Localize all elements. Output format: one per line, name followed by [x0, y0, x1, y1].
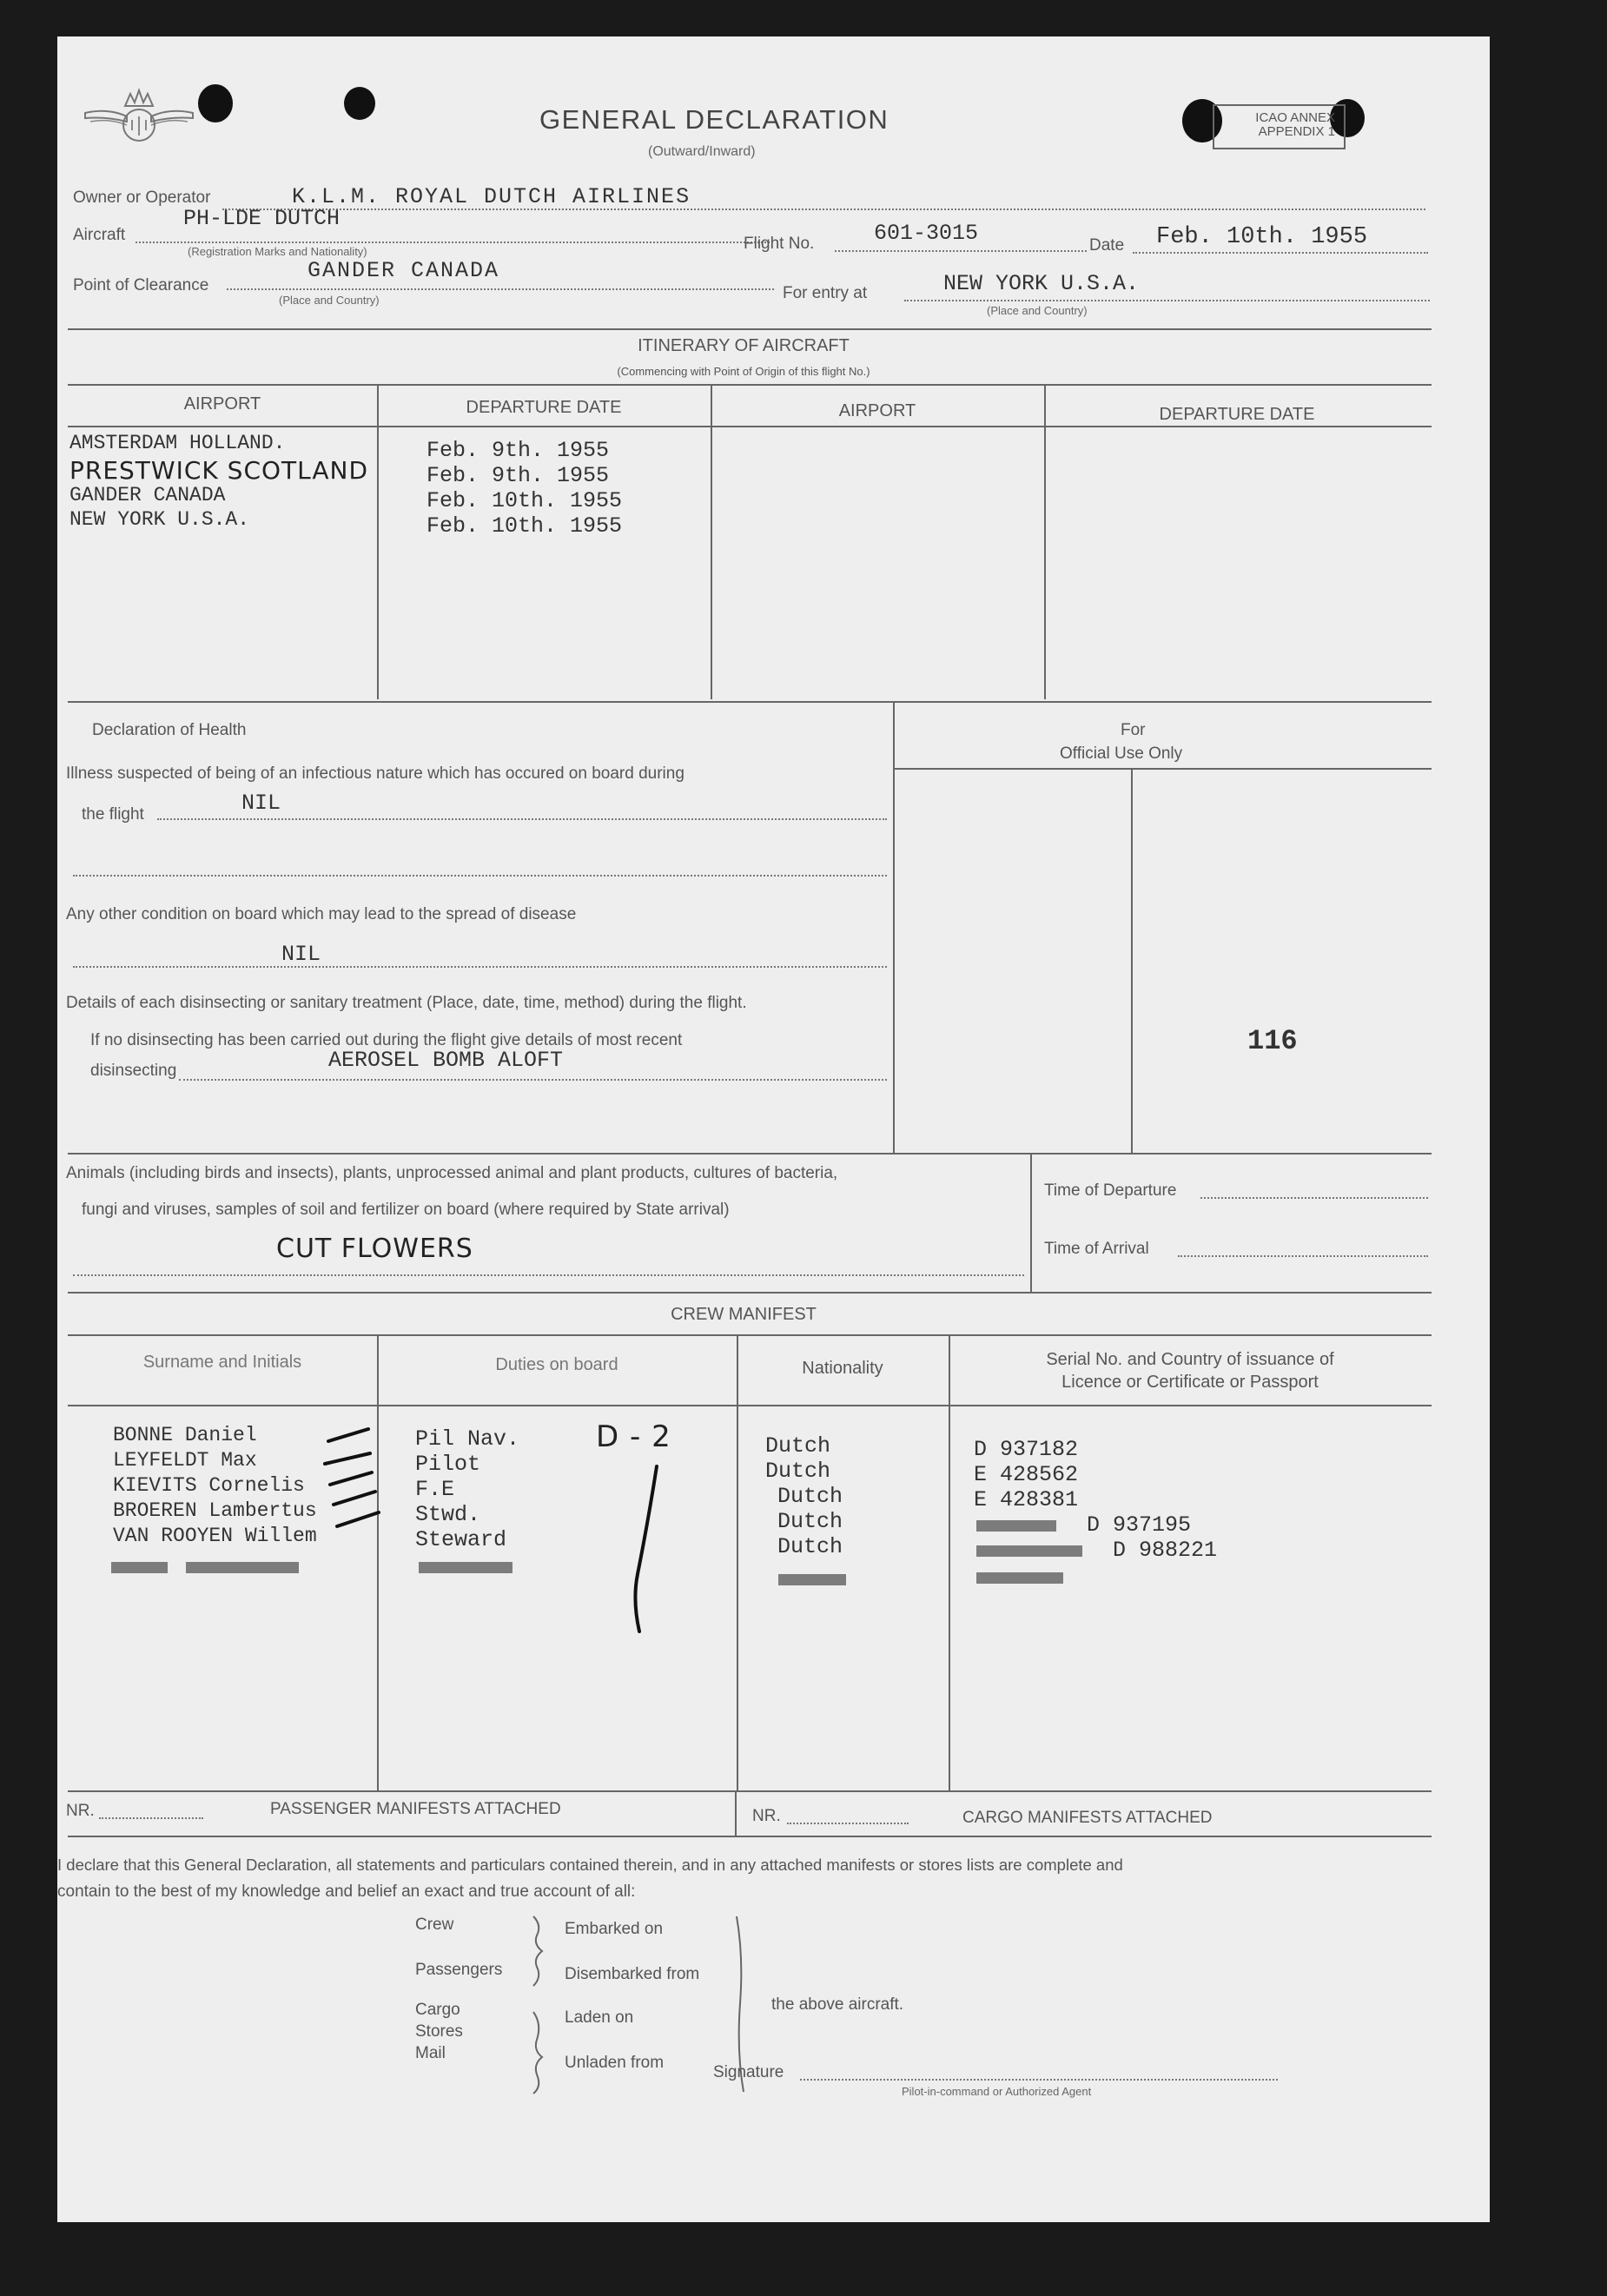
divider	[68, 1790, 1432, 1792]
crew-tick-marks	[318, 1422, 474, 1578]
crew-col-duties: Duties on board	[495, 1355, 618, 1374]
signature-line	[800, 2079, 1278, 2081]
crew-nationality: Dutch	[765, 1433, 831, 1459]
health-title: Declaration of Health	[92, 721, 247, 739]
time-arrival-line	[1178, 1255, 1428, 1257]
health-q3: Details of each disinsecting or sanitary treatment (Place, date, time, method) during the flight.	[66, 994, 747, 1012]
cargo-manifests: CARGO MANIFESTS ATTACHED	[962, 1809, 1213, 1827]
crew-annotation: D - 2	[596, 1419, 671, 1454]
date-value: Feb. 10th. 1955	[1156, 224, 1368, 250]
itinerary-col-departure-2: DEPARTURE DATE	[1159, 405, 1315, 424]
redaction-mark	[976, 1520, 1056, 1532]
divider	[68, 1405, 1432, 1406]
crew-names	[113, 1424, 317, 1550]
crew-serial: D 988221	[1113, 1538, 1218, 1563]
declaration-item: Cargo	[415, 2001, 460, 2019]
declaration-item: Passengers	[415, 1961, 503, 1979]
health-line	[73, 875, 887, 877]
declaration-item: Crew	[415, 1916, 454, 1934]
itinerary-airport: NEW YORK U.S.A.	[69, 508, 250, 531]
declaration-right-list	[565, 1920, 699, 2080]
itinerary-title: ITINERARY OF AIRCRAFT	[638, 336, 850, 355]
official-stamp: 116	[1247, 1025, 1298, 1057]
crew-serial: D 937195	[1087, 1512, 1192, 1538]
col-rule	[737, 1334, 738, 1790]
annex-line-1: ICAO ANNEX	[1255, 110, 1335, 125]
health-q1: Illness suspected of being of an infectious nature which has occured on board during	[66, 764, 684, 783]
clearance-line	[227, 288, 774, 290]
crew-nationalities	[765, 1433, 843, 1559]
health-a2: NIL	[281, 942, 321, 967]
col-rule	[711, 384, 712, 699]
owner-line	[222, 208, 1425, 210]
declaration-item: Mail	[415, 2044, 446, 2062]
itinerary-date: Feb. 9th. 1955	[427, 438, 610, 463]
entry-line	[904, 300, 1430, 301]
official-label-2: Official Use Only	[1060, 744, 1183, 763]
ink-blot	[344, 87, 375, 120]
declaration-item: Disembarked from	[565, 1965, 700, 1983]
itinerary-date: Feb. 10th. 1955	[427, 488, 623, 513]
health-q2: Any other condition on board which may lead to the spread of disease	[66, 905, 577, 923]
flight-value: 601-3015	[874, 221, 979, 246]
health-line	[73, 966, 887, 968]
declaration-item: Embarked on	[565, 1920, 664, 1938]
health-q3-cont: If no disinsecting has been carried out during the flight give details of most recent	[90, 1031, 683, 1049]
crew-name: KIEVITS Cornelis	[113, 1474, 305, 1497]
declaration-left-list	[415, 1916, 502, 2066]
crew-serial: E 428562	[974, 1462, 1079, 1487]
animals-line	[73, 1274, 1024, 1276]
crew-name: BONNE Daniel	[113, 1424, 257, 1446]
owner-value: K.L.M. ROYAL DUTCH AIRLINES	[292, 184, 691, 209]
declaration-text-cont: contain to the best of my knowledge and belief an exact and true account of all:	[57, 1882, 636, 1901]
flight-line	[835, 250, 1087, 252]
animals-value: CUT FLOWERS	[276, 1234, 473, 1264]
form-title: GENERAL DECLARATION	[539, 104, 889, 135]
crew-title: CREW MANIFEST	[671, 1305, 817, 1324]
itinerary-date: Feb. 9th. 1955	[427, 463, 610, 488]
owner-label: Owner or Operator	[73, 189, 211, 207]
passenger-nr-line	[99, 1817, 203, 1819]
ink-blot	[198, 84, 233, 122]
clearance-note: (Place and Country)	[279, 294, 380, 307]
crew-nationality: Dutch	[765, 1459, 831, 1484]
animals-text-cont: fungi and viruses, samples of soil and fertilizer on board (where required by State arrival)	[82, 1201, 730, 1219]
col-rule	[1044, 384, 1046, 699]
clearance-label: Point of Clearance	[73, 276, 209, 294]
crew-name: BROEREN Lambertus	[113, 1499, 317, 1522]
crew-col-serial-2: Licence or Certificate or Passport	[1061, 1373, 1319, 1392]
health-a1: NIL	[241, 791, 281, 816]
itinerary-airport: AMSTERDAM HOLLAND.	[69, 432, 286, 454]
redaction-mark	[186, 1562, 299, 1573]
col-rule	[949, 1334, 950, 1790]
crew-nationality: Dutch	[777, 1509, 843, 1534]
declaration-item: Laden on	[565, 2008, 634, 2027]
divider	[68, 1292, 1432, 1294]
date-label: Date	[1089, 236, 1125, 255]
itinerary-col-airport: AIRPORT	[183, 394, 261, 414]
icao-annex-box	[1213, 104, 1346, 149]
crew-serial: D 937182	[974, 1437, 1079, 1462]
itinerary-airports	[69, 432, 368, 533]
crew-duty: Stwd.	[415, 1502, 481, 1527]
cargo-nr-label: NR.	[752, 1807, 781, 1825]
itinerary-airport: PRESTWICK SCOTLAND	[69, 456, 369, 485]
passenger-manifests: PASSENGER MANIFESTS ATTACHED	[270, 1800, 561, 1818]
aircraft-note: (Registration Marks and Nationality)	[188, 245, 367, 258]
declaration-tail: the above aircraft.	[771, 1995, 904, 2014]
signature-note: Pilot-in-command or Authorized Agent	[902, 2085, 1092, 2098]
crew-duty: Steward	[415, 1527, 507, 1552]
flight-label: Flight No.	[744, 235, 815, 253]
itinerary-airport: GANDER CANADA	[69, 484, 226, 506]
itinerary-dates	[427, 438, 622, 539]
divider	[68, 426, 1432, 427]
crew-name: LEYFELDT Max	[113, 1449, 257, 1472]
redaction-mark	[111, 1562, 168, 1573]
health-a3: AEROSEL BOMB ALOFT	[328, 1048, 564, 1073]
redaction-mark	[976, 1545, 1082, 1557]
aircraft-value: PH-LDE DUTCH	[183, 206, 341, 231]
divider	[68, 384, 1432, 386]
time-departure-label: Time of Departure	[1044, 1181, 1177, 1200]
crew-serial: E 428381	[974, 1487, 1079, 1512]
divider	[68, 1153, 1432, 1155]
time-departure-line	[1200, 1197, 1428, 1199]
declaration-item: Stores	[415, 2022, 463, 2041]
divider	[68, 701, 1432, 703]
health-line	[179, 1079, 887, 1081]
entry-label: For entry at	[783, 284, 868, 302]
redaction-mark	[778, 1574, 846, 1585]
col-rule	[1030, 1153, 1032, 1292]
handwritten-stroke	[613, 1461, 683, 1635]
health-q3-cont: disinsecting	[90, 1062, 177, 1080]
divider	[68, 1334, 1432, 1336]
redaction-mark	[976, 1572, 1063, 1584]
entry-value: NEW YORK U.S.A.	[943, 271, 1140, 296]
crew-nationality: Dutch	[777, 1484, 843, 1509]
official-label-1: For	[1121, 721, 1146, 739]
col-rule	[1131, 768, 1133, 1153]
crew-col-serial-1: Serial No. and Country of issuance of	[1046, 1350, 1334, 1369]
crew-duty: Pil Nav.	[415, 1426, 520, 1452]
declaration-text: I declare that this General Declaration, all statements and particulars contained therein, and in any attached manifests or stores lists are complete and	[57, 1856, 1123, 1874]
declaration-form	[57, 36, 1490, 2222]
cargo-nr-line	[787, 1823, 909, 1824]
itinerary-col-airport-2: AIRPORT	[838, 401, 916, 420]
health-q1-cont: the flight	[82, 805, 144, 824]
clearance-value: GANDER CANADA	[308, 258, 500, 283]
health-line	[157, 818, 887, 820]
crew-duty: Pilot	[415, 1452, 481, 1477]
date-line	[1133, 252, 1428, 254]
brace-mark	[526, 1913, 552, 2095]
time-arrival-label: Time of Arrival	[1044, 1240, 1149, 1258]
aircraft-label: Aircraft	[73, 226, 126, 244]
crew-col-nationality: Nationality	[802, 1359, 883, 1378]
itinerary-note: (Commencing with Point of Origin of this flight No.)	[617, 365, 870, 378]
divider	[68, 328, 1432, 330]
aircraft-line	[136, 242, 770, 243]
crew-name: VAN ROOYEN Willem	[113, 1525, 317, 1547]
col-rule	[377, 384, 379, 699]
annex-line-2: APPENDIX 1	[1258, 124, 1335, 139]
crew-nationality: Dutch	[777, 1534, 843, 1559]
itinerary-date: Feb. 10th. 1955	[427, 513, 623, 539]
entry-note: (Place and Country)	[987, 304, 1088, 317]
crew-duty: F.E	[415, 1477, 455, 1502]
passenger-nr-label: NR.	[66, 1802, 95, 1820]
crew-col-name: Surname and Initials	[142, 1353, 302, 1372]
declaration-item: Unladen from	[565, 2054, 665, 2072]
form-subtitle: (Outward/Inward)	[648, 144, 756, 159]
itinerary-col-departure: DEPARTURE DATE	[466, 398, 622, 417]
divider	[893, 768, 1432, 770]
crew-serials	[974, 1437, 1217, 1563]
col-rule	[735, 1790, 737, 1836]
animals-text: Animals (including birds and insects), plants, unprocessed animal and plant products, cultures of bacteria,	[66, 1164, 838, 1182]
klm-crown-logo	[82, 87, 196, 149]
signature-label: Signature	[713, 2063, 784, 2081]
divider	[68, 1836, 1432, 1837]
